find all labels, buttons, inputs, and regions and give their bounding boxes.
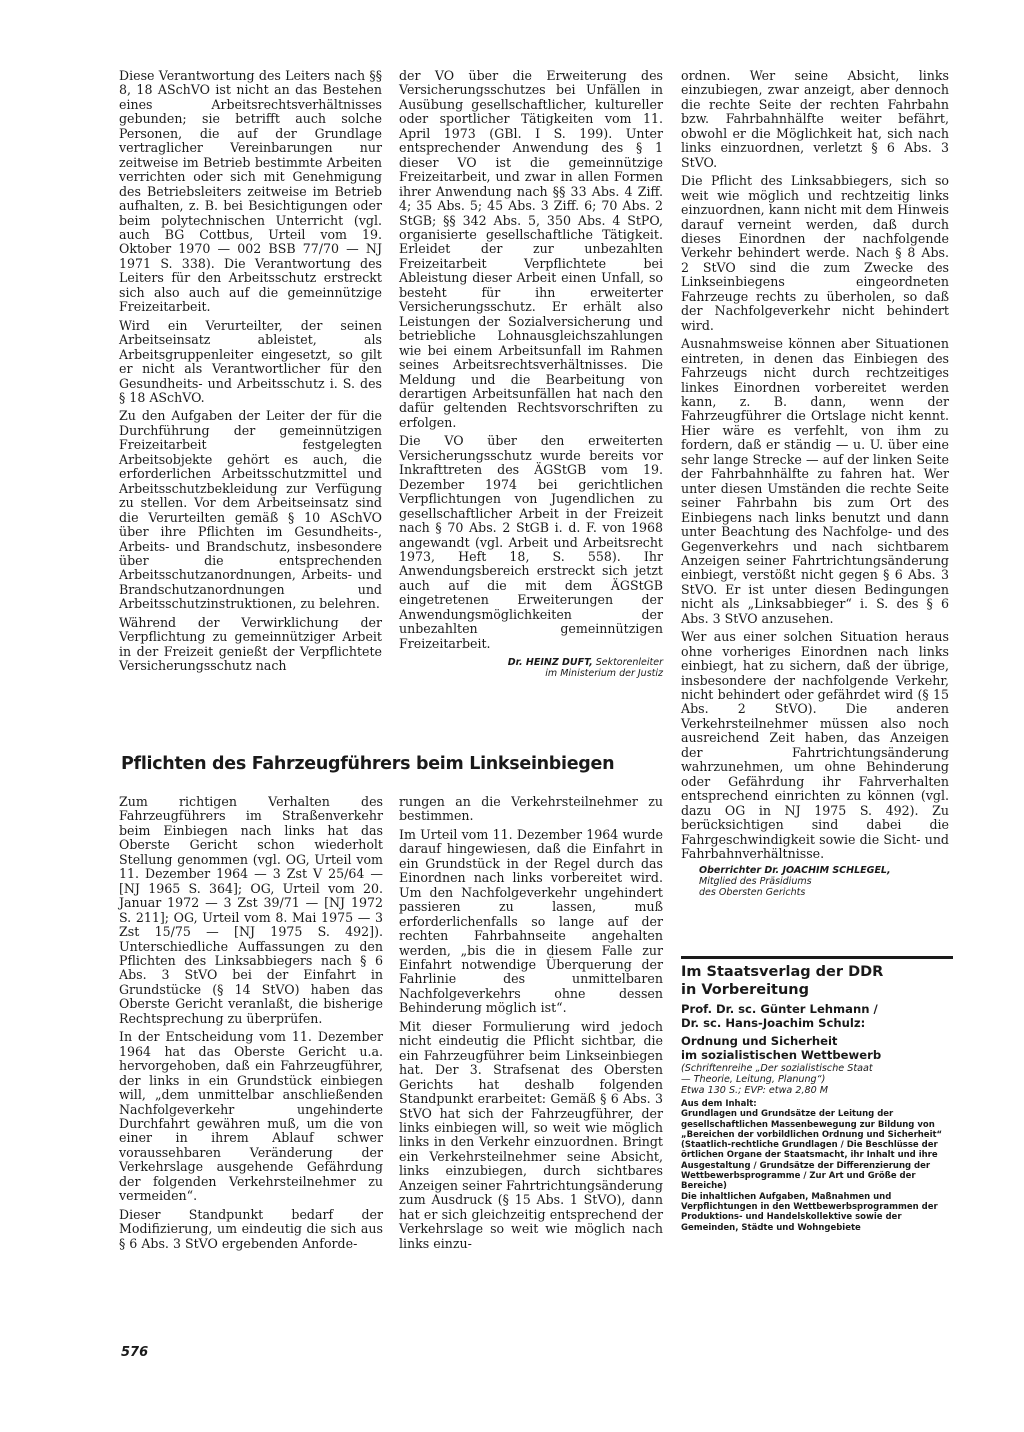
paragraph: Mit dieser Formulierung wird jedoch nicht eindeutig die Pflicht sichtbar, die ein Fahrzeugführer beim Linkseinbiegen hat. Der 3. Strafsenat des Obersten Gerichts hat deshalb folgenden Standpunkt erarbeitet: Gemäß § 6 Abs. 3 StVO hat sich der Fahrzeugführer, der links einbiegen will, so weit wie möglich links in den Verkehr einzuordnen. Bringt ein Verkehrsteilnehmer seine Absicht, links einzubiegen, durch sichtbares Anzeigen seiner Fahrtrichtungsänderung zum Ausdruck (§ 15 Abs. 1 StVO), dann hat er sich gleichzeitig entsprechend der Verkehrslage so weit wie möglich nach links einzu- (399, 1018, 663, 1251)
announcement-heading: Im Staatsverlag der DDR in Vorbereitung (681, 964, 884, 998)
author-name: Oberrichter Dr. JOACHIM SCHLEGEL, (699, 865, 891, 877)
paragraph: Die VO über den erweiterten Versicherungsschutz wurde bereits vor Inkrafttreten des ÄGStGB vom 19. Dezember 1974 bei gerichtlichen Verpflichtungen von Jugendlichen zu gesellschaftlicher Arbeit in der Freizeit nach § 70 Abs. 2 StGB i. d. F. von 1968 angewandt (vgl. Arbeit und Arbeitsrecht 1973, Heft 18, S. 558). Ihr Anwendungsbereich erstreckt sich jetzt auch auf die mit dem ÄGStGB eingetretenen Erweiterungen der Anwendungsmöglichkeiten der unbezahlten gemeinnützigen Freizeitarbeit. (399, 433, 663, 651)
paragraph: Ausnahmsweise können aber Situationen eintreten, in denen das Einbiegen des Fahrzeugs nicht durch rechtzeitiges linkes Einordnen vorbereitet werden kann, z. B. dann, wenn der Fahrzeugführer die Ortslage nicht kennt. Hier wäre es verfehlt, von ihm zu fordern, daß er ständig — u. U. über eine sehr lange Strecke — auf der linken Seite der Fahrbahnhälfte zu fahren hat. Wer unter diesen Umständen die rechte Seite seiner Fahrbahn bis zum Ort des Einbiegens nach links benutzt und dann unter Beachtung des Nachfolge- und des Gegenverkehrs und nach sichtbarem Anzeigen seiner Fahrtrichtungsänderung einbiegt, verstößt nicht gegen § 6 Abs. 3 StVO. Er ist unter diesen Bedingungen nicht als „Linksabbieger“ i. S. des § 6 Abs. 3 StVO anzusehen. (681, 336, 949, 626)
article-headline: Pflichten des Fahrzeugführers beim Linkseinbiegen (121, 754, 615, 774)
paragraph: Zu den Aufgaben der Leiter der für die Durchführung der gemeinnützigen Freizeitarbeit festgelegten Arbeitsobjekte gehört es auch, die erforderlichen Arbeitsschutzmittel und Arbeitsschutzbekleidung zur Verfügung zu stellen. Vor dem Arbeitseinsatz sind die Verurteilten gemäß § 10 ASchVO über ihre Pflichten im Gesundheits-, Arbeits- und Brandschutz, insbesondere über die entsprechenden Arbeitsschutzanordnungen, Arbeits- und Brandschutzanordnungen und Arbeitsschutzinstruktionen, zu belehren. (119, 408, 382, 612)
book-series-info: (Schriftenreihe „Der sozialistische Staat — Theorie, Leitung, Planung“) Etwa 130 S.; EVP: etwa 2,80 M (681, 1063, 873, 1096)
author-signature (681, 865, 949, 898)
paragraph: Die Pflicht des Linksabbiegers, sich so weit wie möglich und rechtzeitig links einzuordnen, kann nicht mit dem Hinweis darauf verneint werden, daß durch dieses Einordnen der nachfolgende Verkehr behindert werde. Nach § 8 Abs. 2 StVO sind die zum Zwecke des Linkseinbiegens eingeordneten Fahrzeuge rechts zu überholen, so daß der Nachfolgeverkehr nicht behindert wird. (681, 173, 949, 333)
paragraph: Im Urteil vom 11. Dezember 1964 wurde darauf hingewiesen, daß die Einfahrt in ein Grundstück in der Regel durch das Einordnen nach links vorbereitet wird. Um den Nachfolgeverkehr ungehindert passieren zu lassen, muß erforderlichenfalls so lange auf der rechten Fahrbahnseite angehalten werden, „bis die in diesem Falle zur Einfahrt notwendige Überquerung der Fahrlinie des unmittelbaren Nachfolgeverkehrs ohne dessen Behinderung möglich ist“. (399, 826, 663, 1016)
article2-column-1 (119, 795, 383, 1255)
paragraph: In der Entscheidung vom 11. Dezember 1964 hat das Oberste Gericht u.a. hervorgehoben, daß ein Fahrzeugführer, der links in ein Grundstück einbiegen will, „dem unmittelbar anschließenden Nachfolgeverkehr ungehinderte Durchfahrt gewähren muß, um die von einer in ihrem Ablauf schwer voraussehbaren Veränderung der Verkehrslage ausgehende Gefährdung der folgenden Verkehrsteilnehmer zu vermeiden“. (119, 1029, 383, 1204)
paragraph: Zum richtigen Verhalten des Fahrzeugführers im Straßenverkehr beim Einbiegen nach links hat das Oberste Gericht schon wiederholt Stellung genommen (vgl. OG, Urteil vom 11. Dezember 1964 — 3 Zst V 25/64 — [NJ 1965 S. 364]; OG, Urteil vom 20. Januar 1972 — 3 Zst 39/71 — [NJ 1972 S. 211]; OG, Urteil vom 8. Mai 1975 — 3 Zst 15/75 — [NJ 1975 S. 492]). Unterschiedliche Auffassungen zu den Pflichten des Linksabbiegers nach § 6 Abs. 3 StVO bei der Einfahrt in Grundstücke (§ 14 StVO) haben das Oberste Gericht veranlaßt, die bisherige Rechtsprechung zu überprüfen. (119, 794, 383, 1026)
book-authors: Prof. Dr. sc. Günter Lehmann / Dr. sc. Hans-Joachim Schulz: (681, 1002, 878, 1030)
contents-paragraph: Die inhaltlichen Aufgaben, Maßnahmen und Verpflichtungen in den Wettbewerbsprogrammen der Produktions- und Handelskollektive sowie der Gemeinden, Städte und Wohngebiete (681, 1191, 938, 1233)
author-name: Dr. HEINZ DUFT, (507, 657, 593, 669)
article1-column-1 (119, 69, 382, 678)
paragraph: ordnen. Wer seine Absicht, links einzubiegen, zwar anzeigt, aber dennoch die rechte Seite der rechten Fahrbahn bzw. Fahrbahnhälfte weiter befährt, obwohl er die Möglichkeit hat, sich nach links einzuordnen, verletzt § 6 Abs. 3 StVO. (681, 68, 949, 170)
paragraph: Wird ein Verurteilter, der seinen Arbeitseinsatz ableistet, als Arbeitsgruppenleiter eingesetzt, so gilt er nicht als Verantwortlicher für den Gesundheits- und Arbeitsschutz i. S. des § 18 ASchVO. (119, 317, 382, 405)
paragraph: rungen an die Verkehrsteilnehmer zu bestimmen. (399, 794, 663, 824)
author-affiliation: im Ministerium der Justiz (545, 668, 663, 680)
article1-column-2 (399, 69, 663, 679)
author-signature (399, 657, 663, 679)
publisher-announcement-box (681, 956, 953, 1233)
author-affiliation: Mitglied des Präsidiums (699, 876, 812, 888)
paragraph: Während der Verwirklichung der Verpflichtung zu gemeinnütziger Arbeit in der Freizeit genießt der Verpflichtete Versicherungsschutz nach (119, 614, 382, 674)
contents-paragraph: Grundlagen und Grundsätze der Leitung der gesellschaftlichen Massenbewegung zur Bildung von „Bereichen der vorbildlichen Ordnung und Sicherheit“ (Staatlich-rechtliche Grundlagen / Die Beschlüsse der örtlichen Organe der Staatsmacht, ihr Inhalt und ihre Ausgestaltung / Grundsätze der Differenzierung der Wettbewerbsprogramme / Zur Art und Größe der Bereiche) (681, 1109, 943, 1192)
article2-column-3 (681, 69, 949, 898)
paragraph: Dieser Standpunkt bedarf der Modifizierung, um eindeutig die sich aus § 6 Abs. 3 StVO ergebenden Anforde- (119, 1206, 383, 1251)
author-role: Sektorenleiter (595, 657, 663, 669)
page-number: 576 (121, 1345, 149, 1360)
book-title: Ordnung und Sicherheit im sozialistischen Wettbewerb (681, 1034, 882, 1062)
article2-column-2 (399, 795, 663, 1255)
author-affiliation: des Obersten Gerichts (699, 887, 806, 899)
paragraph: Wer aus einer solchen Situation heraus ohne vorheriges Einordnen nach links einbiegt, hat zu sichern, daß der übrige, insbesondere der nachfolgende Verkehr, nicht behindert oder gefährdet wird (§ 15 Abs. 2 StVO). Die anderen Verkehrsteilnehmer müssen also noch ausreichend Zeit haben, das Anzeigen der Fahrtrichtungsänderung wahrzunehmen, um ohne Behinderung oder Gefährdung ihr Fahrverhalten entsprechend einrichten zu können (vgl. dazu OG in NJ 1975 S. 492). Zu berücksichtigen sind dabei die Fahrgeschwindigkeit sowie die Sicht- und Fahrbahnverhältnisse. (681, 629, 949, 862)
paragraph: Diese Verantwortung des Leiters nach §§ 8, 18 ASchVO ist nicht an das Bestehen eines Arbeitsrechtsverhältnisses gebunden; sie betrifft auch solche Personen, die auf der Grundlage vertraglicher Vereinbarungen nur zeitweise im Betrieb bestimmte Arbeiten verrichten oder sich mit Genehmigung des Betriebsleiters zeitweise im Betrieb aufhalten, z. B. bei Besichtigungen oder beim polytechnischen Unterricht (vgl. auch BG Cottbus, Urteil vom 19. Oktober 1970 — 002 BSB 77/70 — NJ 1971 S. 338). Die Verantwortung des Leiters für den Arbeitsschutz erstreckt sich also auch auf die gemeinnützige Freizeitarbeit. (119, 68, 382, 315)
contents-intro: Aus dem Inhalt: (681, 1099, 757, 1109)
paragraph: der VO über die Erweiterung des Versicherungsschutzes bei Unfällen in Ausübung gesellschaftlicher, kultureller oder sportlicher Tätigkeiten vom 11. April 1973 (GBl. I S. 199). Unter entsprechender Anwendung des § 1 dieser VO ist die gemeinnützige Freizeitarbeit, und zwar in allen Formen ihrer Anwendung nach §§ 33 Abs. 4 Ziff. 4; 35 Abs. 5; 45 Abs. 3 Ziff. 6; 70 Abs. 2 StGB; §§ 342 Abs. 5, 350 Abs. 4 StPO, organisierte gesellschaftliche Tätigkeit. Erleidet der zur unbezahlten Freizeitarbeit Verpflichtete bei Ableistung dieser Arbeit einen Unfall, so besteht für ihn erweiterter Versicherungsschutz. Er erhält also Leistungen der Sozialversicherung und betriebliche Lohnausgleichszahlungen wie bei einem Arbeitsunfall im Rahmen seines Arbeitsrechtsverhältnisses. Die Meldung und die Bearbeitung von derartigen Arbeitsunfällen hat nach den dafür geltenden Rechtsvorschriften zu erfolgen. (399, 68, 663, 430)
